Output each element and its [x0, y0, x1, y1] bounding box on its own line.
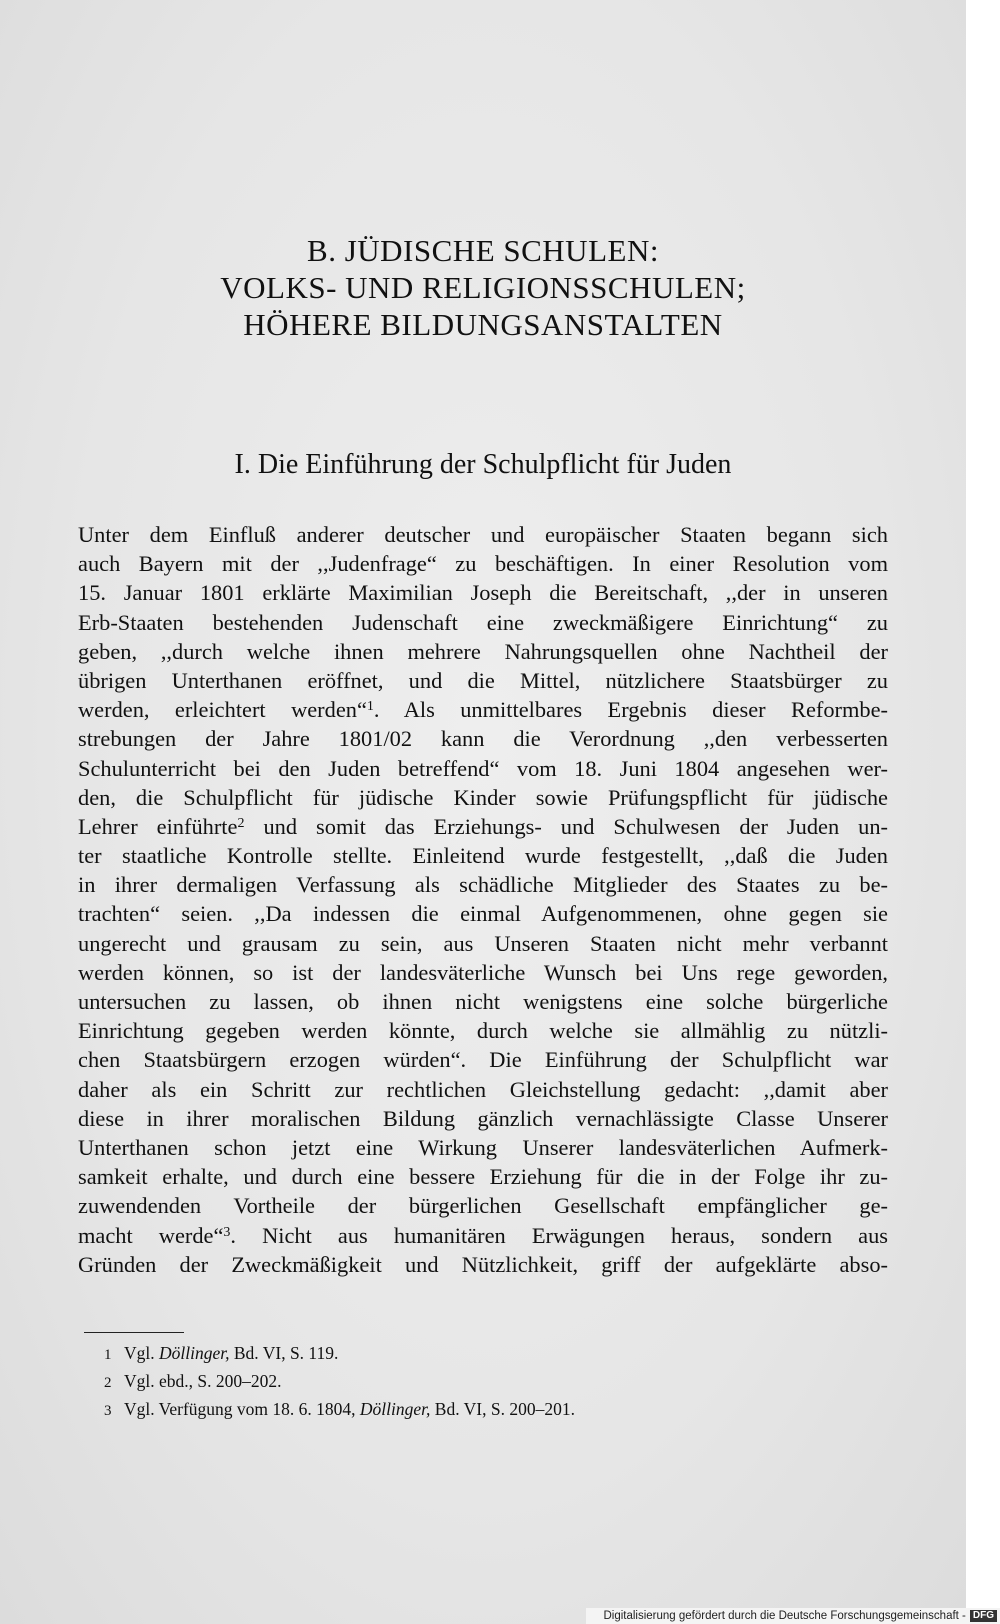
- section-title: I. Die Einführung der Schulpflicht für Juden: [234, 449, 732, 480]
- chapter-title: [0, 232, 966, 343]
- footnote-text: Vgl. ebd., S. 200–202.: [124, 1371, 282, 1391]
- body-line: Schulunterricht bei den Juden betreffend“ vom 18. Juni 1804 angesehen wer-: [78, 755, 888, 781]
- footnote-ref-3: 3: [223, 1224, 231, 1240]
- body-line: geben, ,,durch welche ihnen mehrere Nahrungsquellen ohne Nachtheil der: [78, 638, 888, 664]
- body-line: ter staatliche Kontrolle stellte. Einleitend wurde festgestellt, ,,daß die Juden: [78, 843, 888, 869]
- footnote-2: [104, 1368, 864, 1396]
- body-line-text: macht werde“: [78, 1222, 224, 1248]
- body-line: strebungen der Jahre 1801/02 kann die Verordnung ,,den verbesserten: [78, 726, 888, 752]
- body-line: auch Bayern mit der ,,Judenfrage“ zu beschäftigen. In einer Resolution vom: [78, 551, 888, 577]
- footnote-text: Bd. VI, S. 119.: [229, 1343, 339, 1363]
- body-line: zuwendenden Vortheile der bürgerlichen Gesellschaft empfänglicher ge-: [78, 1193, 888, 1219]
- body-line: trachten“ seien. ,,Da indessen die einmal Aufgenommenen, ohne gegen sie: [78, 901, 888, 927]
- body-line: Erb-Staaten bestehenden Judenschaft eine zweckmäßigere Einrichtung“ zu: [78, 609, 888, 635]
- chapter-title-line-3: HÖHERE BILDUNGSANSTALTEN: [243, 307, 723, 342]
- footnote-text: Vgl.: [124, 1343, 159, 1363]
- chapter-title-line-1: B. JÜDISCHE SCHULEN:: [307, 233, 659, 268]
- body-line-text: . Nicht aus humanitären Erwägungen heraus, sondern aus: [230, 1222, 888, 1248]
- digitization-credit: [586, 1608, 1000, 1624]
- body-line: samkeit erhalte, und durch eine bessere Erziehung für die in der Folge ihr zu-: [78, 1164, 888, 1190]
- body-line: [78, 1221, 888, 1250]
- body-line-text: und somit das Erziehungs- und Schulwesen der Juden un-: [244, 813, 888, 839]
- body-line: Gründen der Zweckmäßigkeit und Nützlichkeit, griff der aufgeklärte abso-: [78, 1251, 888, 1277]
- body-line: [78, 812, 888, 841]
- body-line: werden können, so ist der landesväterliche Wunsch bei Uns rege geworden,: [78, 959, 888, 985]
- footnotes: [104, 1340, 864, 1424]
- body-line: in ihrer dermaligen Verfassung als schädliche Mitglieder des Staates zu be-: [78, 872, 888, 898]
- chapter-title-line-2: VOLKS- UND RELIGIONSSCHULEN;: [220, 270, 746, 305]
- body-line: daher als ein Schritt zur rechtlichen Gleichstellung gedacht: ,,damit aber: [78, 1076, 888, 1102]
- footnote-mark: 1: [104, 1347, 112, 1363]
- body-line-text: Lehrer einführte: [78, 813, 238, 839]
- footnote-3: [104, 1396, 864, 1424]
- body-line: Einrichtung gegeben werden könnte, durch welche sie allmählig zu nützli-: [78, 1018, 888, 1044]
- footnote-mark: 3: [104, 1403, 112, 1419]
- footnote-author: Döllinger,: [159, 1343, 230, 1363]
- footnote-author: Döllinger,: [359, 1399, 431, 1419]
- dfg-logo: DFG: [970, 1610, 997, 1622]
- body-line-text: werden, erleichtert werden“: [78, 697, 367, 723]
- body-line: Unterthanen schon jetzt eine Wirkung Unserer landesväterlichen Aufmerk-: [78, 1134, 888, 1160]
- body-line: 15. Januar 1801 erklärte Maximilian Joseph die Bereitschaft, ,,der in unseren: [78, 580, 888, 606]
- body-line-text: . Als unmittelbares Ergebnis dieser Reformbe-: [373, 697, 888, 723]
- body-line: Unter dem Einfluß anderer deutscher und europäischer Staaten begann sich: [78, 522, 888, 547]
- footnote-text: Bd. VI, S. 200–201.: [430, 1399, 575, 1419]
- credit-text: Digitalisierung gefördert durch die Deutsche Forschungsgemeinschaft -: [603, 1610, 966, 1622]
- body-line: [78, 695, 888, 724]
- footnote-1: [104, 1340, 864, 1368]
- body-paragraph: [78, 520, 888, 1279]
- body-line: ungerecht und grausam zu sein, aus Unseren Staaten nicht mehr verbannt: [78, 930, 888, 956]
- footnote-mark: 2: [104, 1375, 112, 1391]
- body-line: chen Staatsbürgern erzogen würden“. Die Einführung der Schulpflicht war: [78, 1047, 888, 1073]
- body-line: diese in ihrer moralischen Bildung gänzlich vernachlässigte Classe Unserer: [78, 1105, 888, 1131]
- body-line: den, die Schulpflicht für jüdische Kinder sowie Prüfungspflicht für jüdische: [78, 784, 888, 810]
- body-line: übrigen Unterthanen eröffnet, und die Mittel, nützlichere Staatsbürger zu: [78, 667, 888, 693]
- footnote-text: Vgl. Verfügung vom 18. 6. 1804,: [124, 1399, 360, 1419]
- footnote-ref-2: 2: [237, 815, 245, 831]
- footnote-ref-1: 1: [366, 699, 374, 715]
- body-line: untersuchen zu lassen, ob ihnen nicht wenigstens eine solche bürgerliche: [78, 989, 888, 1014]
- footnote-separator: [84, 1332, 184, 1333]
